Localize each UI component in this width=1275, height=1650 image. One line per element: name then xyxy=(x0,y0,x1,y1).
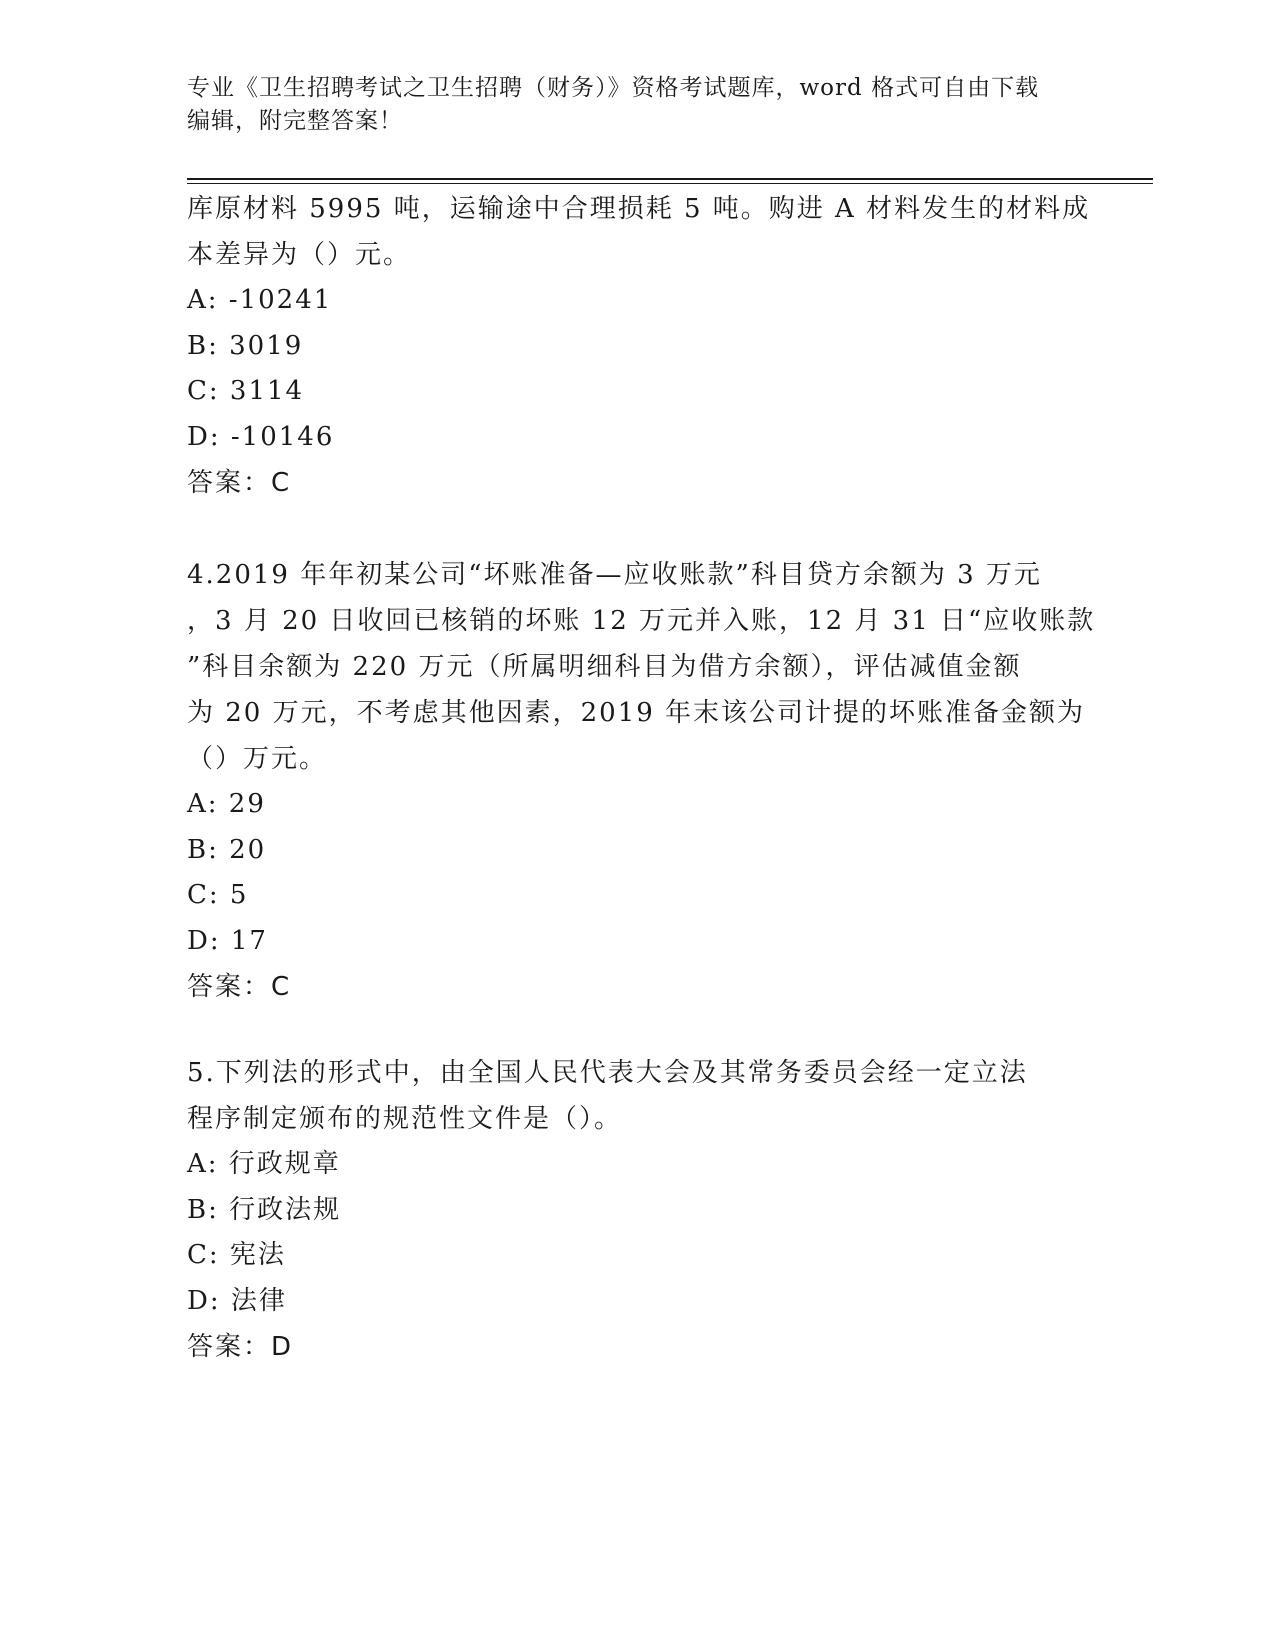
header-line-2: 编辑，附完整答案！ xyxy=(187,108,403,134)
question-text-line: 库原材料 5995 吨，运输途中合理损耗 5 吨。购进 A 材料发生的材料成 xyxy=(187,194,1091,224)
option-a: A: 行政规章 xyxy=(187,1149,341,1179)
option-c: C: 5 xyxy=(187,880,249,910)
question-block-3 xyxy=(187,186,1091,506)
option-d: D: 法律 xyxy=(187,1285,287,1316)
option-d: D: 17 xyxy=(187,925,268,956)
header-line-1: 专业《卫生招聘考试之卫生招聘（财务）》资格考试题库，word 格式可自由下载 xyxy=(187,75,1040,101)
option-d: D: -10146 xyxy=(187,421,335,452)
question-text-line: （）万元。 xyxy=(187,744,328,774)
question-text-line: 4.2019 年年初某公司“坏账准备—应收账款”科目贷方余额为 3 万元 xyxy=(187,560,1042,590)
question-text-line: 5.下列法的形式中，由全国人民代表大会及其常务委员会经一定立法 xyxy=(187,1058,1028,1088)
question-text-line: ”科目余额为 220 万元（所属明细科目为借方余额），评估减值金额 xyxy=(187,652,1022,682)
option-a: A: -10241 xyxy=(187,285,333,315)
option-c: C: 3114 xyxy=(187,376,305,406)
option-b: B: 20 xyxy=(187,834,267,865)
question-text-line: ，3 月 20 日收回已核销的坏账 12 万元并入账，12 月 31 日“应收账款 xyxy=(187,606,1096,636)
header-divider-thin xyxy=(187,183,1153,184)
header-divider-thick xyxy=(187,178,1153,180)
option-b: B: 行政法规 xyxy=(187,1194,342,1225)
answer-line: 答案：D xyxy=(187,1332,294,1362)
option-c: C: 宪法 xyxy=(187,1240,286,1270)
answer-line: 答案：C xyxy=(187,468,292,498)
question-block-4 xyxy=(187,552,1096,1010)
document-header xyxy=(187,72,1067,138)
answer-line: 答案：C xyxy=(187,972,292,1002)
question-block-5 xyxy=(187,1050,1087,1370)
question-text-line: 本差异为（）元。 xyxy=(187,240,412,270)
question-text-line: 为 20 万元，不考虑其他因素，2019 年末该公司计提的坏账准备金额为 xyxy=(187,698,1086,728)
option-a: A: 29 xyxy=(187,789,266,819)
question-text-line: 程序制定颁布的规范性文件是（）。 xyxy=(187,1104,623,1134)
option-b: B: 3019 xyxy=(187,330,304,361)
